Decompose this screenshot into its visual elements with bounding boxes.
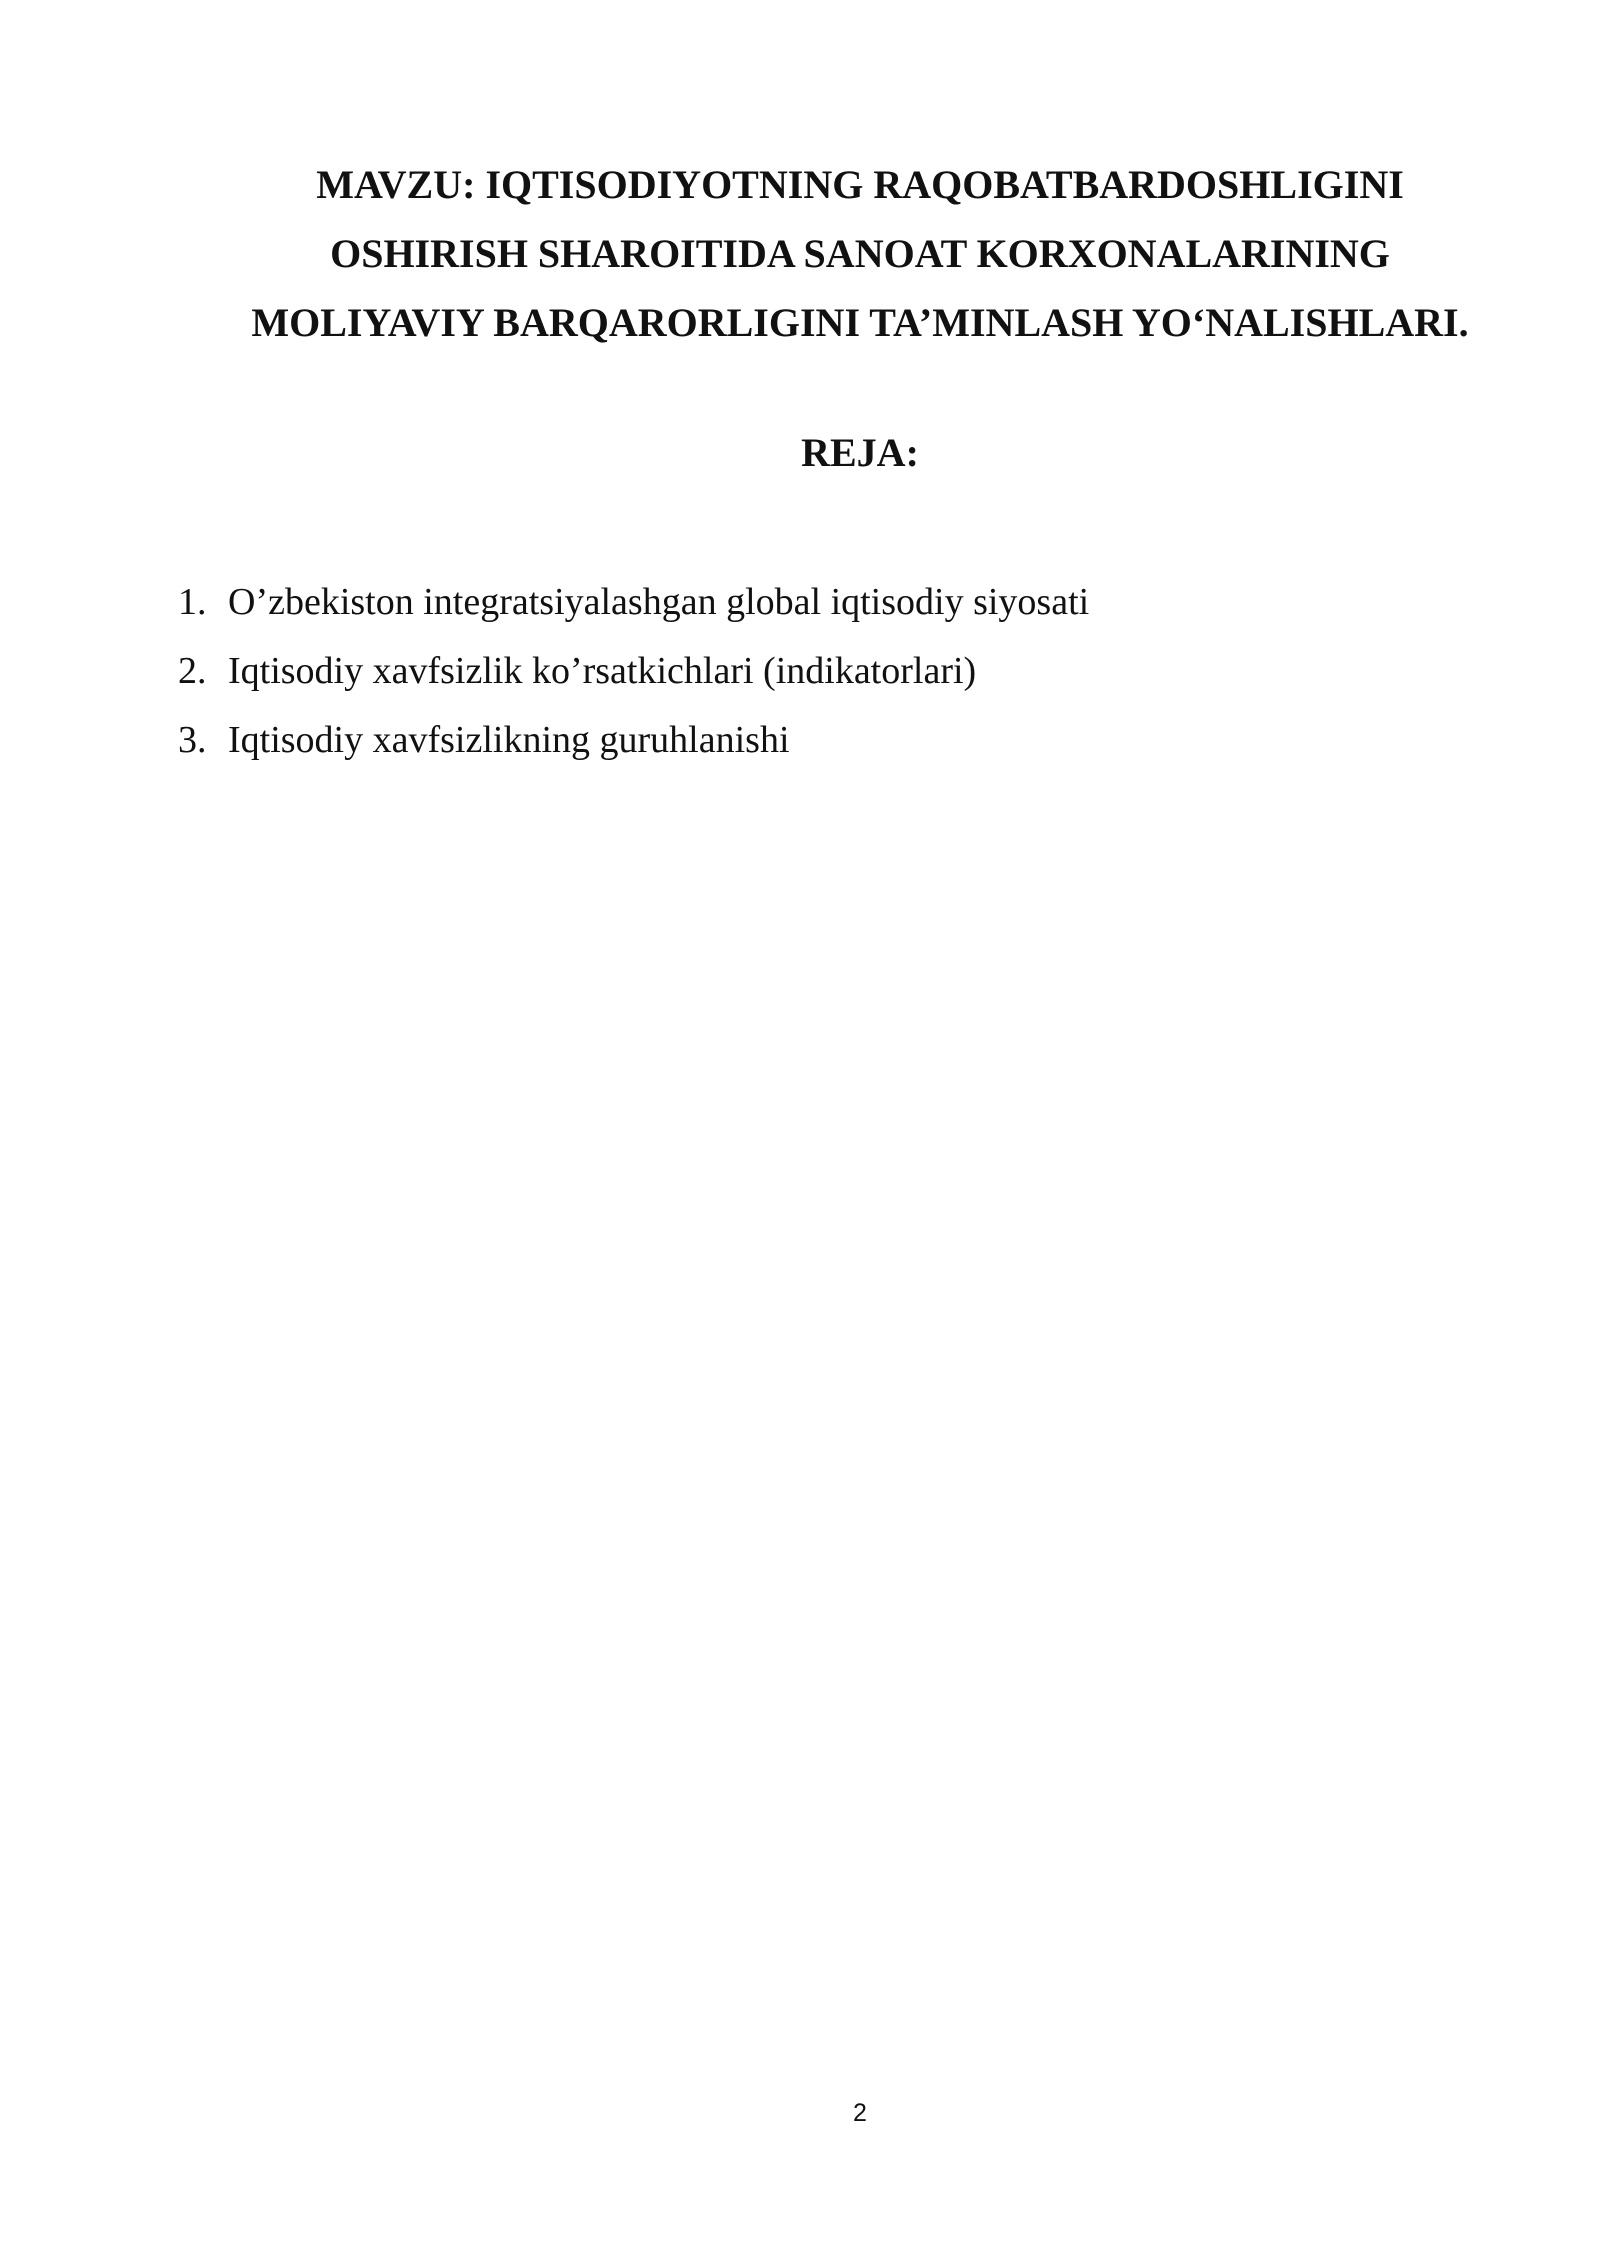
plan-item-text: Iqtisodiy xavfsizlik ko’rsatkichlari (indikatorlari) [228,650,977,692]
plan-item-text: O’zbekiston integratsiyalashgan global iqtisodiy siyosati [228,581,1090,623]
title-line-3: MOLIYAVIY BARQARORLIGINI TA’MINLASH YO‘NALISHLARI. [251,300,1469,345]
plan-item-text: Iqtisodiy xavfsizlikning guruhlanishi [228,719,790,761]
plan-list [178,568,1478,775]
document-title [180,150,1540,357]
plan-item-2 [178,637,1478,706]
plan-item-1 [178,568,1478,637]
plan-heading: REJA: [801,430,919,475]
page-number: 2 [853,2099,867,2127]
plan-item-number: 3. [178,719,207,761]
title-line-1: MAVZU: IQTISODIYOTNING RAQOBATBARDOSHLIGINI [316,162,1404,207]
plan-item-number: 2. [178,650,207,692]
plan-item-3 [178,706,1478,775]
title-line-2: OSHIRISH SHAROITIDA SANOAT KORXONALARINING [330,231,1390,276]
plan-item-number: 1. [178,581,207,623]
